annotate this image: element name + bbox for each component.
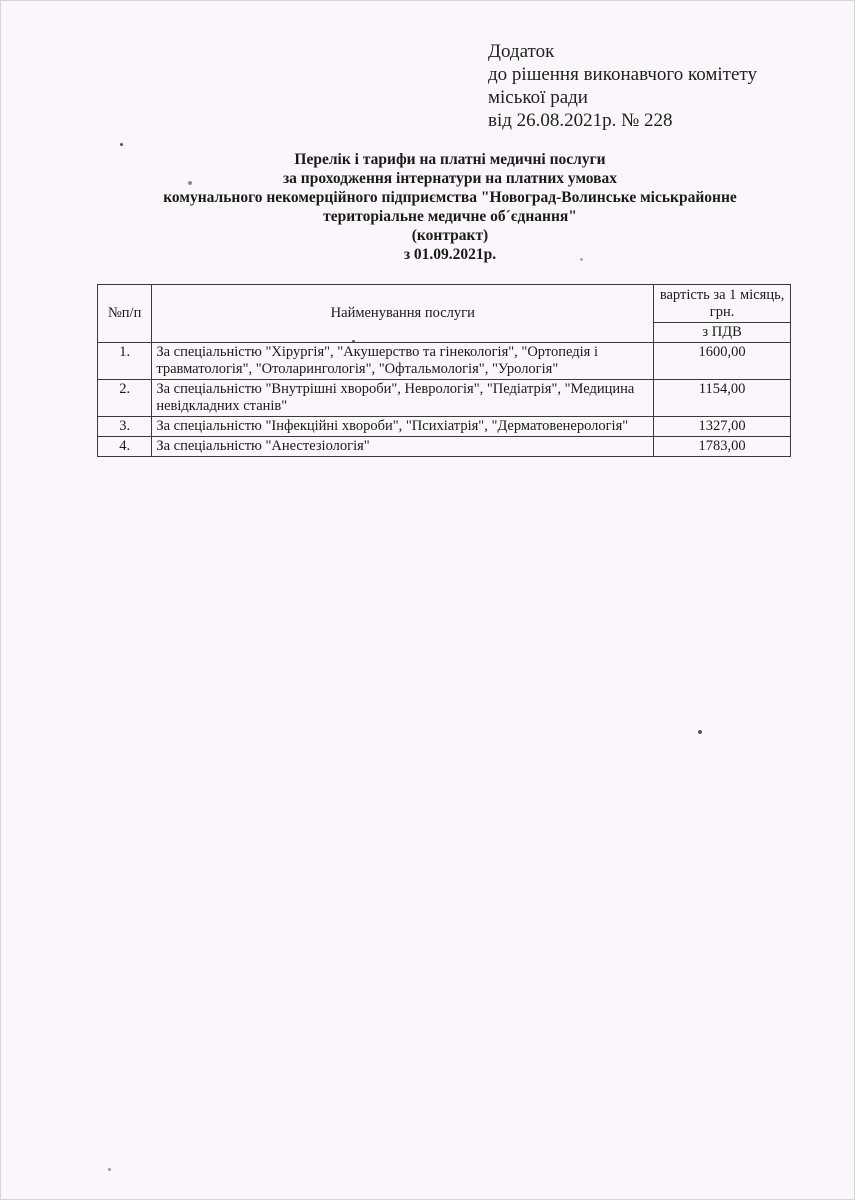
tariff-table xyxy=(97,284,791,457)
addendum-decision: до рішення виконавчого комітету xyxy=(488,64,757,85)
scan-speck xyxy=(120,143,123,146)
row-service-name: За спеціальністю "Анестезіологія" xyxy=(152,437,654,457)
row-number: 1. xyxy=(98,343,152,380)
row-price: 1600,00 xyxy=(654,343,791,380)
title-line-5: (контракт) xyxy=(411,227,489,244)
title-line-1: Перелік і тарифи на платні медичні послуги xyxy=(294,151,606,168)
row-price: 1154,00 xyxy=(654,380,791,417)
addendum-council: міської ради xyxy=(488,87,588,108)
header-number: №п/п xyxy=(98,285,152,343)
scan-speck xyxy=(352,340,355,343)
table-header-row xyxy=(98,285,791,323)
document-title xyxy=(60,150,840,264)
title-line-2: за проходження інтернатури на платних умовах xyxy=(282,170,618,187)
scan-speck xyxy=(698,730,702,734)
table-row xyxy=(98,437,791,457)
table-row xyxy=(98,343,791,380)
scan-speck xyxy=(580,258,583,261)
addendum-date-number: від 26.08.2021р. № 228 xyxy=(488,110,673,131)
row-number: 2. xyxy=(98,380,152,417)
row-number: 4. xyxy=(98,437,152,457)
scan-speck xyxy=(108,1168,111,1171)
row-number: 3. xyxy=(98,417,152,437)
header-vat: з ПДВ xyxy=(654,323,791,343)
title-line-6: з 01.09.2021р. xyxy=(403,246,497,263)
title-line-3: комунального некомерційного підприємства "Новоград-Волинське міськрайонне xyxy=(163,189,737,206)
title-line-4: територіальне медичне об´єднання" xyxy=(323,208,577,225)
addendum-block xyxy=(488,40,757,132)
row-service-name: За спеціальністю "Хірургія", "Акушерство та гінекологія", "Ортопедія і травматологія", "Отоларингологія", "Офтальмологія", "Урологія" xyxy=(152,343,654,380)
table-row xyxy=(98,380,791,417)
table-row xyxy=(98,417,791,437)
row-service-name: За спеціальністю "Інфекційні хвороби", "Психіатрія", "Дерматовенерологія" xyxy=(152,417,654,437)
header-price: вартість за 1 місяць, грн. xyxy=(654,285,791,323)
scan-speck xyxy=(188,181,192,185)
row-service-name: За спеціальністю "Внутрішні хвороби", Неврологія", "Педіатрія", "Медицина невідкладних станів" xyxy=(152,380,654,417)
header-name: Найменування послуги xyxy=(152,285,654,343)
addendum-title: Додаток xyxy=(488,41,555,62)
row-price: 1783,00 xyxy=(654,437,791,457)
row-price: 1327,00 xyxy=(654,417,791,437)
